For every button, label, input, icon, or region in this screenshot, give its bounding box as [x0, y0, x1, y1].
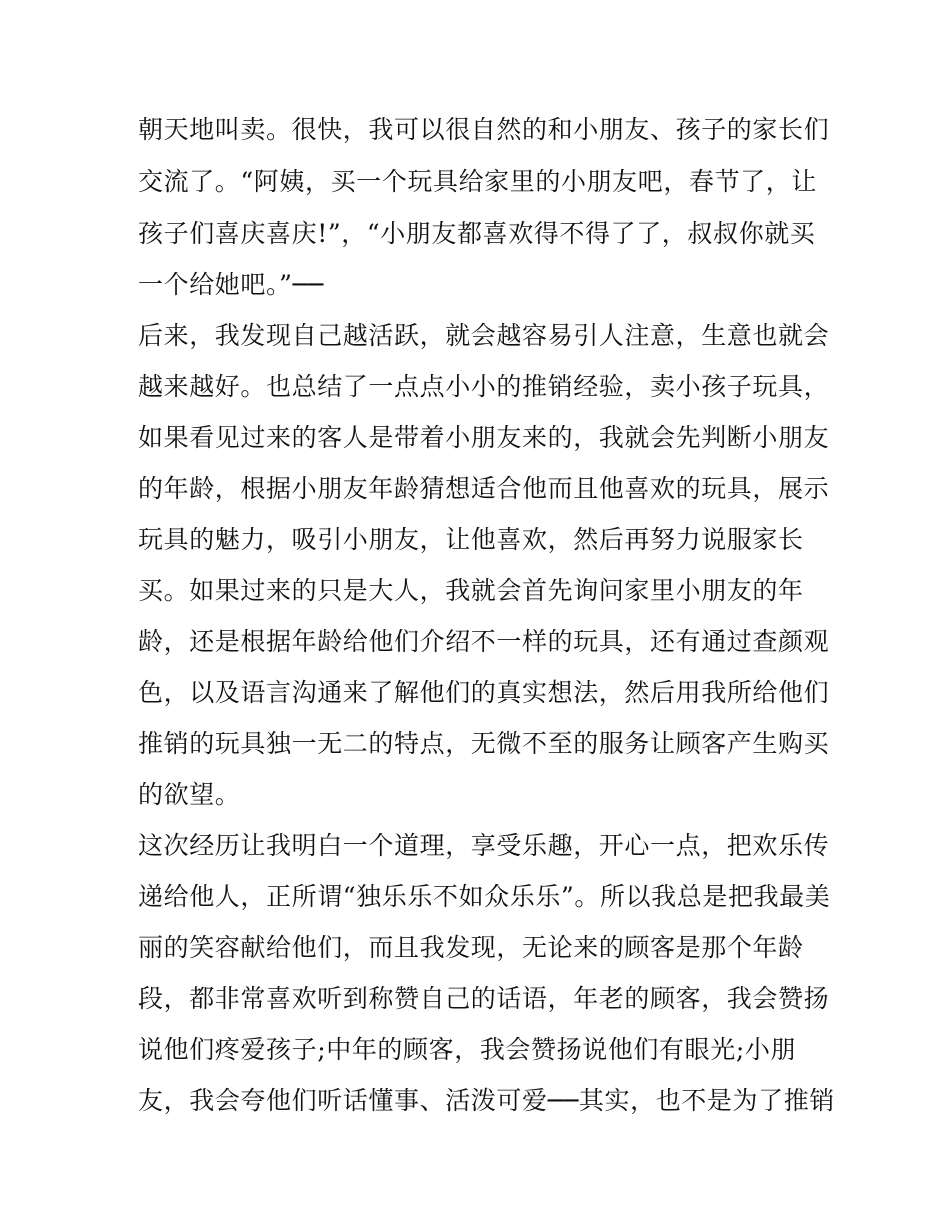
text-line: 买。如果过来的只是大人，我就会首先询问家里小朋友的年	[138, 576, 804, 605]
text-line: 孩子们喜庆喜庆!”，“小朋友都喜欢得不得了了，叔叔你就买	[138, 219, 816, 248]
text-line: 越来越好。也总结了一点点小小的推销经验，卖小孩子玩具，	[138, 372, 830, 401]
text-line: 一个给她吧。”──	[138, 270, 324, 299]
text-line: 朝天地叫卖。很快，我可以很自然的和小朋友、孩子的家长们	[138, 115, 830, 144]
text-line: 后来，我发现自己越活跃，就会越容易引人注意，生意也就会	[138, 321, 830, 350]
text-line: 如果看见过来的客人是带着小朋友来的，我就会先判断小朋友	[138, 423, 830, 452]
text-line: 友，我会夸他们听话懂事、活泼可爱──其实，也不是为了推销	[138, 1086, 835, 1115]
text-line: 丽的笑容献给他们，而且我发现，无论来的顾客是那个年龄	[138, 933, 804, 962]
text-line: 推销的玩具独一无二的特点，无微不至的服务让顾客产生购买	[138, 729, 830, 758]
text-line: 交流了。“阿姨，买一个玩具给家里的小朋友吧，春节了，让	[138, 167, 817, 196]
text-line: 的年龄，根据小朋友年龄猜想适合他而且他喜欢的玩具，展示	[138, 474, 830, 503]
text-line: 色，以及语言沟通来了解他们的真实想法，然后用我所给他们	[138, 678, 830, 707]
text-line: 说他们疼爱孩子;中年的顾客，我会赞扬说他们有眼光;小朋	[138, 1035, 797, 1064]
text-line: 递给他人，正所谓“独乐乐不如众乐乐”。所以我总是把我最美	[138, 882, 831, 911]
text-line: 龄，还是根据年龄给他们介绍不一样的玩具，还有通过查颜观	[138, 627, 830, 656]
text-line: 这次经历让我明白一个道理，享受乐趣，开心一点，把欢乐传	[138, 831, 830, 860]
text-line: 玩具的魅力，吸引小朋友，让他喜欢，然后再努力说服家长	[138, 525, 804, 554]
text-line: 段，都非常喜欢听到称赞自己的话语，年老的顾客，我会赞扬	[138, 984, 830, 1013]
text-line: 的欲望。	[138, 780, 241, 809]
